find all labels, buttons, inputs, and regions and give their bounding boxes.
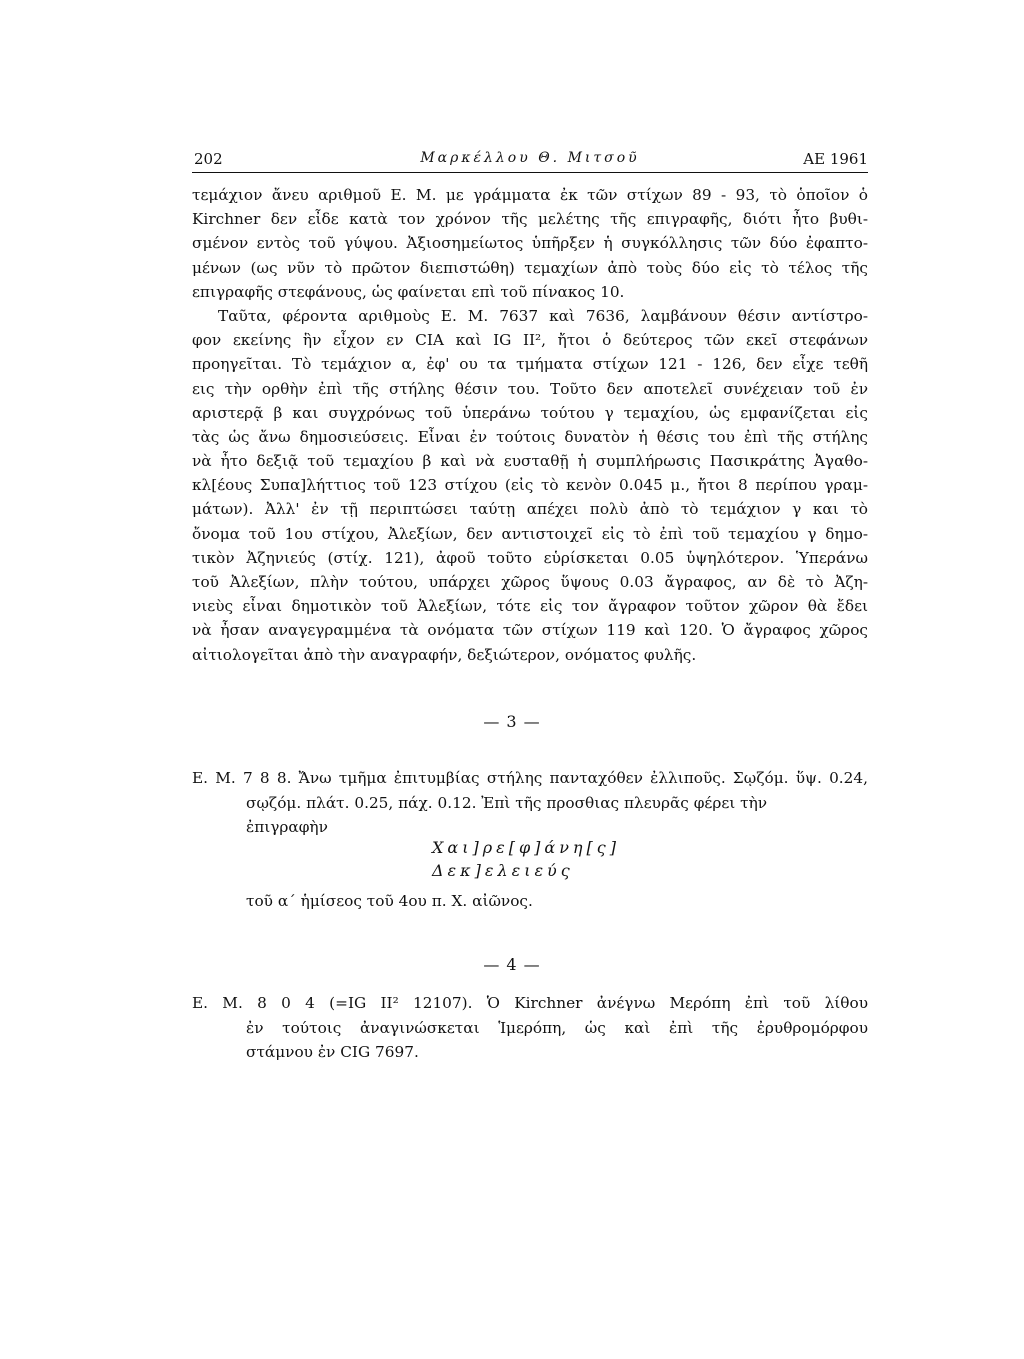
section-4-entry — [192, 991, 868, 1065]
text-line: αἰτιολογεῖται ἀπὸ τὴν αναγραφήν, δεξιώτερον, ονόματος φυλῆς. — [192, 645, 697, 664]
text-line: τεμάχιον ἄνευ αριθμοῦ Ε. Μ. με γράμματα ἐκ τῶν στίχων 89 - 93, τὸ ὁποῖον ὁ — [192, 186, 868, 204]
text-line: Kirchner δεν εἶδε κατὰ τον χρόνον τῆς μελέτης τῆς επιγραφῆς, διότι ἦτο βυθι- — [192, 210, 868, 229]
text-line: ὄνομα τοῦ 1ου στίχου, Ἀλεξίων, δεν αντιστοιχεῖ εἰς τὸ ἐπὶ τοῦ τεμαχίου γ δημο- — [192, 524, 868, 543]
text-line: σῳζόμ. πλάτ. 0.25, πάχ. 0.12. Ἐπὶ τῆς προσθιας πλευρᾶς φέρει τὴν — [246, 793, 768, 812]
running-title: Μαρκέλλου Θ. Μιτσοῦ — [420, 150, 640, 166]
text-line: ἐν τούτοις ἀναγινώσκεται Ἱμερόπη, ὡς καὶ ἐπὶ τῆς ἐρυθρομόρφου — [246, 1018, 868, 1037]
text-line: νὰ ἦσαν αναγεγραμμένα τὰ ονόματα τῶν στίχων 119 καὶ 120. Ὁ ἄγραφος χῶρος — [192, 621, 868, 640]
text-line: επιγραφῆς στεφάνους, ὡς φαίνεται επὶ τοῦ πίνακος 10. — [192, 282, 625, 301]
text-line: τικὸν Ἀζηνιεύς (στίχ. 121), ἀφοῦ τοῦτο εὑρίσκεται 0.05 ὑψηλότερον. Ὑπεράνω — [192, 548, 868, 567]
text-line: τοῦ α΄ ἡμίσεος τοῦ 4ου π. Χ. αἰῶνος. — [246, 892, 533, 910]
text-line: Ε. Μ. 8 0 4 (=IG II² 12107). Ὁ Kirchner ἀνέγνω Μερόπη ἐπὶ τοῦ λίθου — [192, 994, 868, 1012]
section-3-closing — [192, 889, 868, 914]
header-rule — [192, 172, 868, 173]
text-line: τὰς ὡς ἄνω δημοσιεύσεις. Εἶναι ἐν τούτοις δυνατὸν ἡ θέσις του ἐπὶ τῆς στήλης — [192, 427, 868, 446]
text-line: σμένον εντὸς τοῦ γύψου. Ἀξιοσημείωτος ὑπῆρξεν ἡ συγκόλλησις τῶν δύο ἐφαπτο- — [192, 234, 868, 253]
running-header — [192, 150, 868, 174]
text-line: νὰ ἦτο δεξιᾷ τοῦ τεμαχίου β καὶ νὰ ευσταθῇ ἡ συμπλήρωσις Πασικράτης Ἀγαθο- — [192, 452, 868, 471]
text-line: νιεὺς εἶναι δημοτικὸν τοῦ Ἀλεξίων, τότε εἰς τον ἄγραφον τοῦτον χῶρον θὰ ἔδει — [192, 597, 868, 616]
main-text — [192, 183, 868, 667]
section-heading-4: — 4 — — [483, 955, 541, 974]
text-line: κλ[έους Συπα]λήττιος τοῦ 123 στίχου (εἰς τὸ κενὸν 0.045 μ., ἤτοι 8 περίπου γραμ- — [192, 476, 868, 495]
page-number: 202 — [194, 150, 223, 168]
text-line: στάμνου ἐν CIG 7697. — [246, 1043, 419, 1061]
inscription-text — [432, 836, 620, 882]
text-line: μένων (ως νῦν τὸ πρῶτον διεπιστώθη) τεμαχίων ἀπὸ τοὺς δύο εἰς τὸ τέλος τῆς — [192, 258, 868, 277]
text-line: προηγεῖται. Τὸ τεμάχιον α, ἐφ' ου τα τμήματα στίχων 121 - 126, δεν εἶχε τεθῆ — [192, 355, 868, 374]
inscription-line: Χαι]ρε[φ]άνη[ς] — [432, 838, 620, 857]
text-line: φον εκείνης ἣν εἶχον εν CIA καὶ IG II², ἤτοι ὁ δεύτερος τῶν εκεῖ στεφάνων — [192, 331, 868, 350]
text-line: αριστερᾷ β και συγχρόνως τοῦ ὑπεράνω τούτου γ τεμαχίου, ὡς εμφανίζεται εἰς — [192, 403, 868, 422]
text-line: ἐπιγραφὴν — [246, 818, 328, 836]
text-line: μάτων). Ἀλλ' ἐν τῇ περιπτώσει ταύτῃ απέχει πολὺ ἀπὸ τὸ τεμάχιον γ και τὸ — [192, 500, 868, 519]
text-line: εις τὴν ορθὴν ἐπὶ τῆς στήλης θέσιν του. Τοῦτο δεν αποτελεῖ συνέχειαν τοῦ ἐν — [192, 379, 868, 398]
text-line: Ε. Μ. 7 8 8. Ἄνω τμῆμα ἐπιτυμβίας στήλης πανταχόθεν ἐλλιποῦς. Σῳζόμ. ὕψ. 0.24, — [192, 769, 868, 787]
section-heading-3: — 3 — — [483, 712, 541, 731]
journal-reference: ΑΕ 1961 — [803, 150, 868, 168]
text-line: Ταῦτα, φέροντα αριθμοὺς Ε. Μ. 7637 καὶ 7636, λαμβάνουν θέσιν αντίστρο- — [218, 306, 868, 325]
inscription-line: Δεκ]ελειεύς — [432, 861, 574, 880]
section-3-entry — [192, 766, 868, 840]
text-line: τοῦ Ἀλεξίων, πλὴν τούτου, υπάρχει χῶρος ὕψους 0.03 ἄγραφος, αν δὲ τὸ Ἀζη- — [192, 573, 868, 591]
